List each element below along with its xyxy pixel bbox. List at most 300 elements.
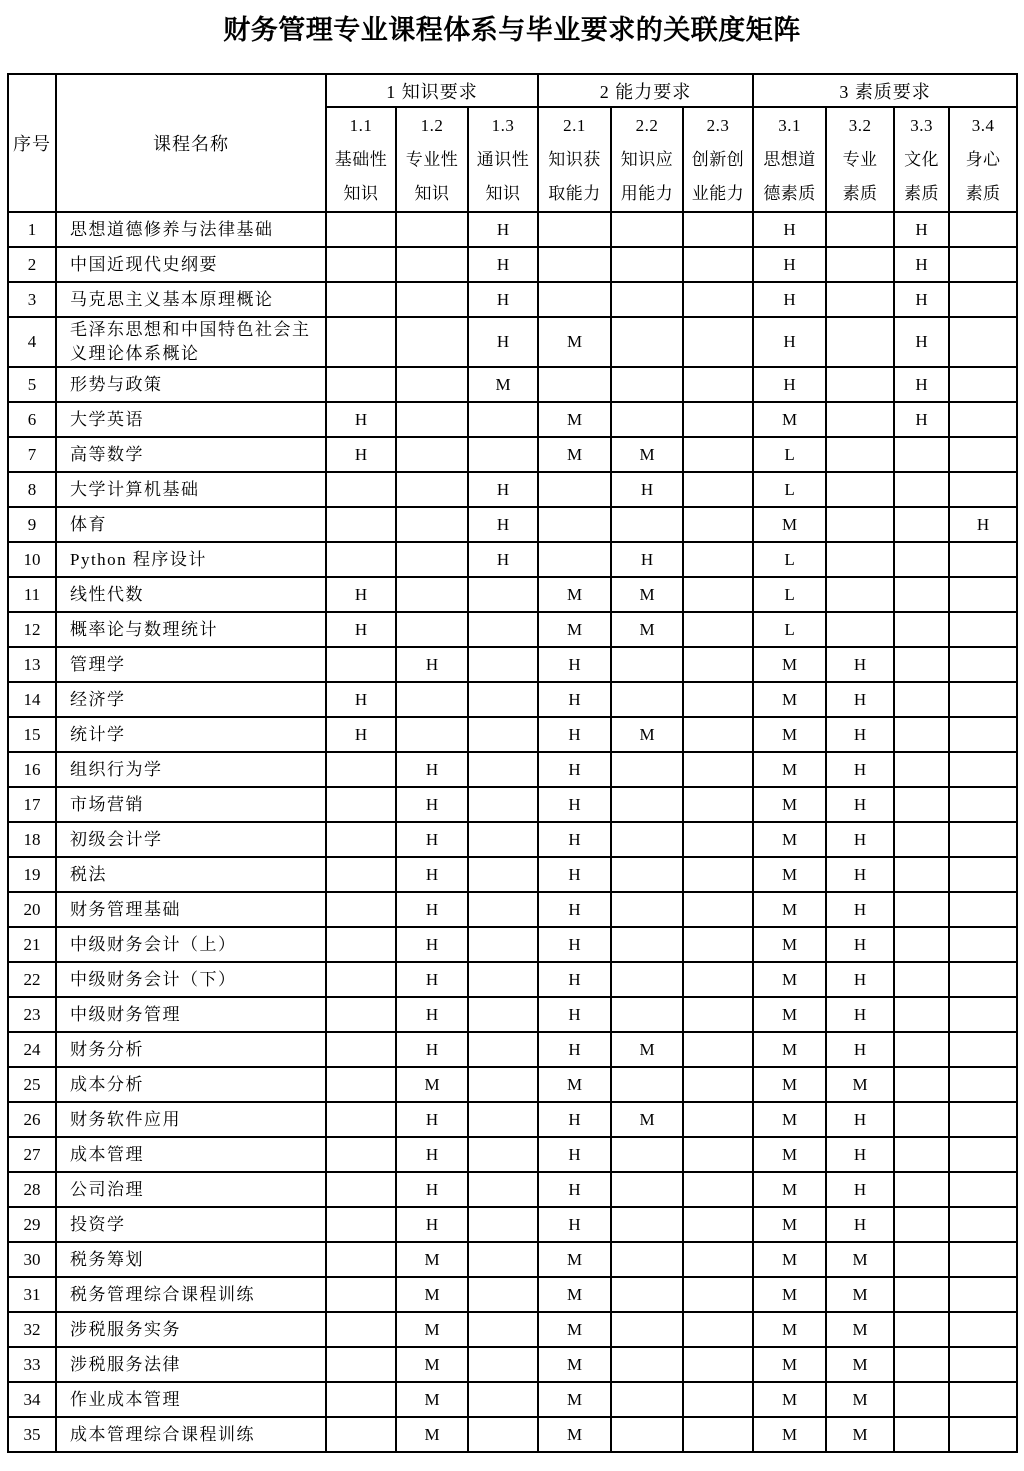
relation-level-cell	[468, 1032, 538, 1067]
relation-level-cell: H	[396, 787, 468, 822]
table-row	[8, 212, 1017, 247]
sub-header-2-2	[611, 107, 683, 212]
relation-level-cell	[683, 577, 753, 612]
relation-level-cell: H	[396, 1172, 468, 1207]
relation-level-cell: H	[538, 1137, 611, 1172]
relation-level-cell: H	[826, 822, 894, 857]
page-title: 财务管理专业课程体系与毕业要求的关联度矩阵	[223, 15, 801, 45]
relation-level-cell	[894, 752, 949, 787]
relation-level-cell	[611, 1067, 683, 1102]
row-number: 33	[8, 1347, 56, 1382]
table-row	[8, 857, 1017, 892]
relation-level-cell	[468, 1347, 538, 1382]
relation-level-cell	[326, 1067, 396, 1102]
relation-level-cell	[611, 752, 683, 787]
relation-level-cell	[326, 927, 396, 962]
row-number: 10	[8, 542, 56, 577]
sub-header-1-1	[326, 107, 396, 212]
relation-level-cell: M	[538, 1417, 611, 1452]
relation-level-cell	[538, 507, 611, 542]
relation-level-cell	[468, 1172, 538, 1207]
relation-level-cell: H	[538, 822, 611, 857]
relation-level-cell	[468, 1242, 538, 1277]
relation-level-cell	[949, 927, 1017, 962]
course-name: 组织行为学	[56, 752, 326, 787]
relation-level-cell: H	[468, 282, 538, 317]
sub-header-text: 知识	[414, 183, 450, 203]
course-name: 涉税服务法律	[56, 1347, 326, 1382]
sub-header-text: 通识性	[476, 149, 530, 169]
relation-level-cell: H	[468, 472, 538, 507]
relation-level-cell: M	[611, 612, 683, 647]
relation-level-cell	[396, 317, 468, 367]
relation-level-cell	[468, 1312, 538, 1347]
relation-level-cell	[396, 507, 468, 542]
relation-level-cell	[894, 1067, 949, 1102]
relation-level-cell	[683, 247, 753, 282]
relation-level-cell	[683, 1207, 753, 1242]
row-number: 31	[8, 1277, 56, 1312]
relation-level-cell: M	[396, 1312, 468, 1347]
sub-header-3-2	[826, 107, 894, 212]
sub-header-num: 2.1	[563, 115, 586, 135]
relation-level-cell	[326, 1207, 396, 1242]
relation-level-cell: H	[396, 822, 468, 857]
course-name: 成本管理	[56, 1137, 326, 1172]
relation-level-cell	[826, 402, 894, 437]
relation-level-cell	[894, 1102, 949, 1137]
relation-level-cell: H	[753, 367, 826, 402]
relation-level-cell	[683, 1277, 753, 1312]
relation-level-cell	[326, 367, 396, 402]
relation-level-cell: L	[753, 542, 826, 577]
course-name: 中级财务会计（上）	[56, 927, 326, 962]
relation-level-cell	[683, 282, 753, 317]
relation-level-cell: M	[753, 1102, 826, 1137]
relation-level-cell: M	[753, 1207, 826, 1242]
relation-level-cell: M	[753, 997, 826, 1032]
course-name: 毛泽东思想和中国特色社会主义理论体系概论	[56, 317, 326, 367]
sub-header-text: 知识	[485, 183, 521, 203]
relation-level-cell	[949, 1172, 1017, 1207]
relation-level-cell: L	[753, 472, 826, 507]
relation-level-cell	[826, 472, 894, 507]
relation-level-cell: H	[538, 892, 611, 927]
row-number: 13	[8, 647, 56, 682]
relation-level-cell	[683, 542, 753, 577]
course-name: 市场营销	[56, 787, 326, 822]
row-number: 34	[8, 1382, 56, 1417]
relation-level-cell: M	[753, 647, 826, 682]
relation-level-cell	[683, 367, 753, 402]
relation-level-cell	[611, 1417, 683, 1452]
relation-level-cell: H	[468, 317, 538, 367]
relation-level-cell	[611, 402, 683, 437]
row-number: 11	[8, 577, 56, 612]
table-row	[8, 1417, 1017, 1452]
relation-level-cell	[468, 1102, 538, 1137]
sub-header-num: 1.2	[420, 115, 444, 135]
relation-level-cell	[894, 647, 949, 682]
relation-level-cell: H	[396, 1137, 468, 1172]
relation-level-cell: M	[753, 1032, 826, 1067]
relation-level-cell: H	[326, 577, 396, 612]
relation-level-cell: M	[753, 1067, 826, 1102]
relation-level-cell	[949, 1347, 1017, 1382]
sub-header-text: 专业	[842, 149, 878, 169]
relation-level-cell: H	[538, 1172, 611, 1207]
sub-header-num: 3.1	[778, 115, 801, 135]
course-table-body	[8, 212, 1017, 1452]
group-header-ability-requirements: 2 能力要求	[538, 74, 753, 107]
row-number: 12	[8, 612, 56, 647]
relation-level-cell	[611, 997, 683, 1032]
relation-level-cell	[396, 402, 468, 437]
relation-level-cell: H	[826, 927, 894, 962]
relation-level-cell: H	[396, 752, 468, 787]
relation-level-cell: H	[326, 437, 396, 472]
relation-level-cell	[326, 1417, 396, 1452]
relation-level-cell: H	[894, 367, 949, 402]
relation-level-cell: H	[538, 1207, 611, 1242]
relation-level-cell	[949, 1242, 1017, 1277]
sub-header-num: 1.3	[491, 115, 515, 135]
row-number: 16	[8, 752, 56, 787]
relation-level-cell	[949, 682, 1017, 717]
relation-level-cell	[396, 367, 468, 402]
relation-level-cell: M	[396, 1277, 468, 1312]
row-number: 21	[8, 927, 56, 962]
relation-level-cell: H	[538, 752, 611, 787]
row-number: 23	[8, 997, 56, 1032]
relation-level-cell: M	[396, 1417, 468, 1452]
sub-header-text: 基础性	[334, 149, 388, 169]
row-number: 8	[8, 472, 56, 507]
relation-level-cell: H	[468, 507, 538, 542]
course-name: 财务管理基础	[56, 892, 326, 927]
sub-header-text: 素质	[842, 183, 878, 203]
course-name: 初级会计学	[56, 822, 326, 857]
relation-level-cell	[683, 1242, 753, 1277]
relation-level-cell	[683, 752, 753, 787]
relation-level-cell: H	[826, 857, 894, 892]
col-header-index: 序号	[8, 74, 56, 212]
relation-level-cell	[683, 822, 753, 857]
relation-level-cell	[826, 437, 894, 472]
sub-header-text: 思想道	[763, 149, 816, 169]
table-row	[8, 1382, 1017, 1417]
relation-level-cell: M	[753, 1382, 826, 1417]
row-number: 24	[8, 1032, 56, 1067]
relation-level-cell	[683, 857, 753, 892]
relation-level-cell: M	[826, 1067, 894, 1102]
table-row	[8, 367, 1017, 402]
sub-header-1-2	[396, 107, 468, 212]
relation-level-cell	[949, 282, 1017, 317]
group-header-quality-requirements: 3 素质要求	[753, 74, 1017, 107]
relation-level-cell: M	[753, 1347, 826, 1382]
relation-level-cell	[611, 787, 683, 822]
sub-header-text: 素质	[904, 183, 940, 203]
relation-level-cell: H	[396, 1102, 468, 1137]
relation-level-cell	[611, 247, 683, 282]
relation-level-cell	[949, 367, 1017, 402]
course-name: 涉税服务实务	[56, 1312, 326, 1347]
row-number: 9	[8, 507, 56, 542]
course-name: 线性代数	[56, 577, 326, 612]
relation-level-cell	[683, 1382, 753, 1417]
relation-level-cell: H	[894, 212, 949, 247]
course-name: 大学计算机基础	[56, 472, 326, 507]
course-name: 税法	[56, 857, 326, 892]
relation-level-cell	[326, 857, 396, 892]
sub-header-text: 专业性	[405, 149, 459, 169]
table-row	[8, 507, 1017, 542]
relation-level-cell	[326, 822, 396, 857]
relation-level-cell	[611, 1277, 683, 1312]
relation-level-cell: M	[826, 1277, 894, 1312]
relation-level-cell	[826, 577, 894, 612]
relation-level-cell: H	[538, 962, 611, 997]
relation-level-cell	[894, 857, 949, 892]
relation-level-cell	[949, 892, 1017, 927]
row-number: 18	[8, 822, 56, 857]
relation-level-cell	[683, 1102, 753, 1137]
relation-level-cell	[611, 1207, 683, 1242]
relation-level-cell: M	[753, 507, 826, 542]
relation-level-cell: H	[753, 282, 826, 317]
row-number: 4	[8, 317, 56, 367]
relation-level-cell: H	[826, 682, 894, 717]
row-number: 29	[8, 1207, 56, 1242]
table-row	[8, 647, 1017, 682]
relation-level-cell	[396, 247, 468, 282]
relation-level-cell	[468, 612, 538, 647]
relation-level-cell	[949, 472, 1017, 507]
table-row	[8, 997, 1017, 1032]
relation-level-cell: M	[538, 1067, 611, 1102]
relation-level-cell: M	[753, 402, 826, 437]
relation-level-cell	[326, 1242, 396, 1277]
relation-level-cell	[683, 1137, 753, 1172]
relation-level-cell: M	[826, 1382, 894, 1417]
relation-level-cell: M	[538, 1277, 611, 1312]
relation-level-cell	[949, 1382, 1017, 1417]
sub-header-text: 身心	[965, 149, 1001, 169]
relation-level-cell	[826, 247, 894, 282]
relation-level-cell: M	[611, 717, 683, 752]
relation-level-cell	[326, 1172, 396, 1207]
table-row	[8, 282, 1017, 317]
relation-level-cell: M	[468, 367, 538, 402]
relation-level-cell	[949, 962, 1017, 997]
relation-level-cell	[326, 962, 396, 997]
relation-level-cell: M	[396, 1067, 468, 1102]
relation-level-cell	[611, 1382, 683, 1417]
relation-level-cell	[826, 367, 894, 402]
relation-level-cell	[468, 857, 538, 892]
relation-level-cell	[468, 647, 538, 682]
course-name: 成本管理综合课程训练	[56, 1417, 326, 1452]
table-row	[8, 1172, 1017, 1207]
row-number: 28	[8, 1172, 56, 1207]
relation-level-cell	[468, 1417, 538, 1452]
course-name: 中国近现代史纲要	[56, 247, 326, 282]
relation-level-cell	[894, 822, 949, 857]
relation-level-cell: M	[753, 1277, 826, 1312]
table-row	[8, 717, 1017, 752]
course-name: 中级财务管理	[56, 997, 326, 1032]
relation-level-cell: H	[538, 717, 611, 752]
relation-level-cell	[894, 1242, 949, 1277]
relation-level-cell: M	[826, 1417, 894, 1452]
relation-level-cell	[894, 1417, 949, 1452]
relation-level-cell: M	[753, 717, 826, 752]
sub-header-num: 2.3	[706, 115, 730, 135]
relation-level-cell	[611, 647, 683, 682]
relation-level-cell	[949, 997, 1017, 1032]
course-name: 统计学	[56, 717, 326, 752]
relation-level-cell	[894, 472, 949, 507]
relation-level-cell	[611, 367, 683, 402]
relation-level-cell	[611, 1172, 683, 1207]
relation-level-cell	[683, 317, 753, 367]
sub-header-text: 素质	[965, 183, 1001, 203]
sub-header-num: 3.3	[910, 115, 933, 135]
relation-level-cell	[326, 1102, 396, 1137]
relation-level-cell	[326, 647, 396, 682]
course-name: 思想道德修养与法律基础	[56, 212, 326, 247]
relation-level-cell: M	[538, 1312, 611, 1347]
course-name: 马克思主义基本原理概论	[56, 282, 326, 317]
relation-level-cell: M	[826, 1347, 894, 1382]
relation-level-cell: H	[826, 752, 894, 787]
course-name: 作业成本管理	[56, 1382, 326, 1417]
relation-level-cell	[683, 1032, 753, 1067]
relation-level-cell	[396, 542, 468, 577]
relation-level-cell	[683, 1417, 753, 1452]
course-name: 形势与政策	[56, 367, 326, 402]
relation-level-cell	[611, 822, 683, 857]
relation-level-cell: H	[468, 247, 538, 282]
relation-level-cell	[683, 1347, 753, 1382]
relation-level-cell: H	[538, 647, 611, 682]
relation-level-cell: H	[826, 1032, 894, 1067]
relation-level-cell	[611, 212, 683, 247]
row-number: 2	[8, 247, 56, 282]
table-row	[8, 577, 1017, 612]
relation-level-cell: H	[396, 1032, 468, 1067]
table-row	[8, 1277, 1017, 1312]
relation-level-cell	[326, 212, 396, 247]
relation-level-cell	[826, 542, 894, 577]
relation-level-cell: H	[396, 1207, 468, 1242]
relation-level-cell: L	[753, 577, 826, 612]
relation-level-cell: M	[611, 1102, 683, 1137]
sub-header-num: 3.2	[848, 115, 872, 135]
relation-level-cell	[894, 1032, 949, 1067]
relation-level-cell	[949, 1417, 1017, 1452]
row-number: 1	[8, 212, 56, 247]
relation-level-cell	[396, 577, 468, 612]
relation-level-cell	[683, 1172, 753, 1207]
relation-level-cell: M	[753, 787, 826, 822]
relation-level-cell: H	[826, 787, 894, 822]
relation-level-cell: M	[753, 1417, 826, 1452]
relation-level-cell	[611, 857, 683, 892]
sub-header-text: 知识应	[620, 149, 674, 169]
relation-level-cell: M	[538, 1347, 611, 1382]
relation-level-cell: M	[538, 317, 611, 367]
relation-level-cell	[894, 507, 949, 542]
table-row	[8, 1067, 1017, 1102]
relation-level-cell: M	[538, 402, 611, 437]
relation-level-cell	[949, 1277, 1017, 1312]
relation-level-cell: M	[826, 1242, 894, 1277]
sub-header-text: 创新创	[691, 149, 745, 169]
relation-level-cell: H	[753, 247, 826, 282]
group-header-knowledge-requirements: 1 知识要求	[326, 74, 538, 107]
sub-header-text: 用能力	[620, 183, 674, 203]
table-row	[8, 682, 1017, 717]
table-row	[8, 542, 1017, 577]
relation-level-cell	[894, 787, 949, 822]
table-row	[8, 822, 1017, 857]
relation-level-cell	[538, 542, 611, 577]
course-name: 财务软件应用	[56, 1102, 326, 1137]
relation-level-cell	[949, 857, 1017, 892]
table-row	[8, 1347, 1017, 1382]
sub-header-num: 1.1	[349, 115, 373, 135]
relation-level-cell: H	[611, 472, 683, 507]
sub-header-2-3	[683, 107, 753, 212]
relation-level-cell	[468, 822, 538, 857]
relation-level-cell	[396, 282, 468, 317]
relation-level-cell: H	[538, 997, 611, 1032]
relation-level-cell: H	[468, 542, 538, 577]
table-row	[8, 1137, 1017, 1172]
relation-level-cell: M	[396, 1242, 468, 1277]
relation-level-cell	[949, 752, 1017, 787]
relation-level-cell	[683, 787, 753, 822]
relation-level-cell: H	[396, 997, 468, 1032]
relation-level-cell	[826, 507, 894, 542]
sub-header-text: 取能力	[548, 183, 601, 203]
relation-level-cell: H	[326, 717, 396, 752]
relation-level-cell: H	[326, 612, 396, 647]
table-row	[8, 247, 1017, 282]
relation-level-cell	[468, 402, 538, 437]
sub-header-text: 知识	[343, 183, 379, 203]
relation-level-cell: M	[538, 612, 611, 647]
relation-level-cell	[949, 612, 1017, 647]
course-name: 体育	[56, 507, 326, 542]
relation-level-cell	[826, 612, 894, 647]
sub-header-2-1	[538, 107, 611, 212]
relation-level-cell	[468, 437, 538, 472]
relation-level-cell	[949, 437, 1017, 472]
relation-level-cell: M	[826, 1312, 894, 1347]
relation-level-cell	[894, 612, 949, 647]
row-number: 30	[8, 1242, 56, 1277]
relation-level-cell	[683, 962, 753, 997]
relation-level-cell	[468, 577, 538, 612]
relation-level-cell: M	[753, 1172, 826, 1207]
relation-level-cell: H	[326, 682, 396, 717]
relation-level-cell: H	[538, 787, 611, 822]
relation-level-cell	[894, 962, 949, 997]
relation-level-cell	[326, 1137, 396, 1172]
